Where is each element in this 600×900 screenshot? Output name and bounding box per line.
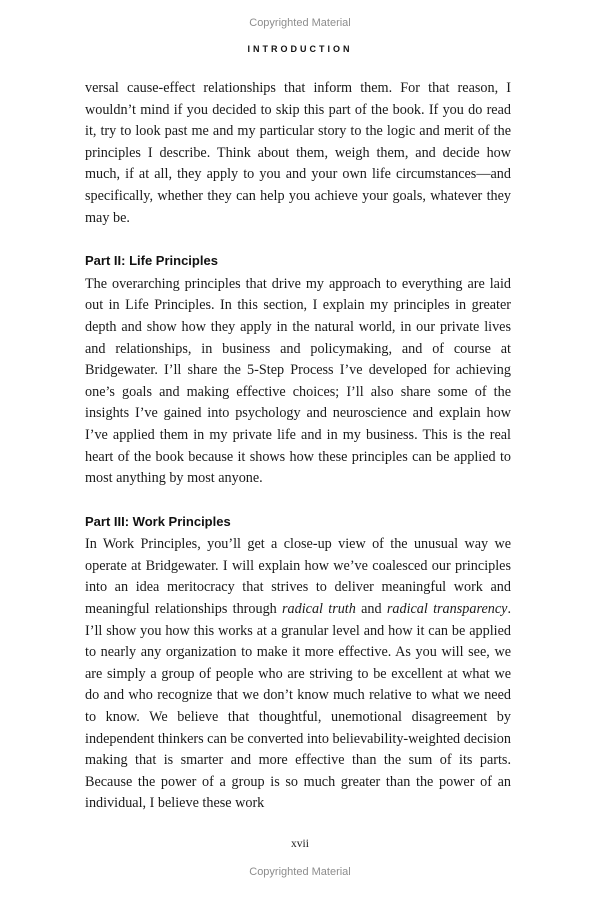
page-number: xvii — [291, 838, 309, 850]
italic-phrase-radical-truth: radical truth — [282, 601, 356, 618]
paragraph-continuation: versal cause-effect relationships that inform them. For that reason, I wouldn’t mind if you decided to skip this part of the book. If you do read it, try to look past me and my particular story to the logic and merit of the principles I describe. Think about them, weigh them, and decide how much, if at all, they apply to you and your own life circumstances—and specifically, whether they can help you achieve your goals, whatever they may be. — [85, 80, 511, 226]
paragraph-life-principles: The overarching principles that drive my approach to everything are laid out in Life Principles. In this section, I explain my principles in greater depth and show how they apply in the natural world, in our private lives and relationships, in business and policymaking, and of course at Bridgewater. I’ll share the 5-Step Process I’ve developed for achieving one’s goals and making effective choices; I’ll also share some of the insights I’ve gained into psychology and neuroscience and explain how I’ve applied them in my private life and in my business. This is the real heart of the book because it shows how these principles can be applied to most anything by most anyone. — [85, 275, 511, 487]
paragraph-text-rest: . I’ll show you how this works at a granular level and how it can be applied to nearly any organization to make it more effective. As you will see, we are simply a group of people who are striving to be excellent at what we do and who recognize that we don’t know much relative to what we need to know. We believe that thoughtful, unemotional disagreement by independent thinkers can be converted into believability-weighted decision making that is smarter and more effective than the sum of its parts. Because the power of a group is so much greater than the power of an individual, I believe these work — [85, 601, 511, 812]
chapter-running-head: INTRODUCTION — [247, 44, 353, 54]
section-heading-part-3: Part III: Work Principles — [85, 513, 231, 529]
paragraph-text-lead: In Work Principles, you’ll get a close-up view of the unusual way we operate at Bridgewater. I will explain how we’ve coalesced our principles into an idea meritocracy that strives to deliver meaningful work and meaningful relationships through — [85, 536, 511, 618]
copyright-notice-top: Copyrighted Material — [249, 17, 351, 29]
section-heading-part-2: Part II: Life Principles — [85, 253, 218, 269]
paragraph-text-connector: and — [355, 601, 387, 618]
copyright-notice-bottom: Copyrighted Material — [249, 866, 351, 878]
italic-phrase-radical-transparency: radical transparency — [386, 601, 508, 618]
text-block — [85, 78, 511, 815]
paragraph-work-principles — [85, 534, 511, 815]
